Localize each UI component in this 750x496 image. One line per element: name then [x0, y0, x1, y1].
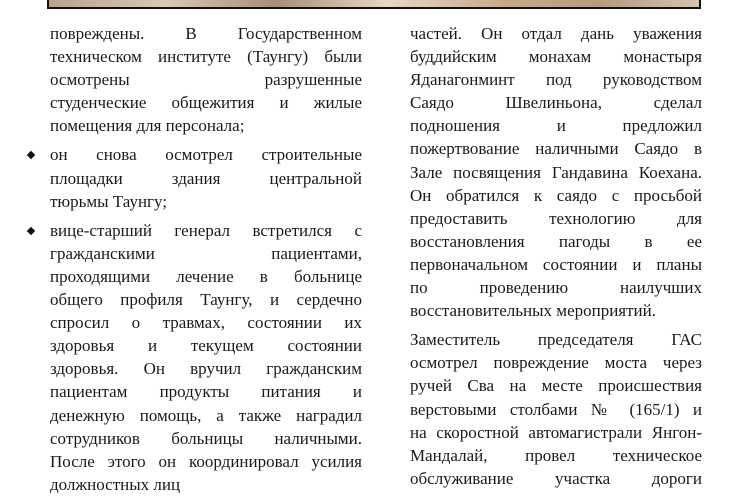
text-line: площадки здания центральной: [50, 168, 362, 188]
text-line: Он обратился к саядо с просьбой: [410, 185, 702, 205]
text-line: пожертвование наличными Саядо в: [410, 139, 702, 159]
text-line: Мандалай, провел техническое: [410, 445, 702, 465]
text-line: верстовыми столбами № (165/1) и: [410, 399, 702, 419]
text-line: обслуживание участка дороги: [410, 468, 702, 488]
bullet-item-prison: [28, 143, 362, 212]
text-line: подношения и предложил: [410, 116, 702, 136]
text-line: восстановления пагоды в ее: [410, 231, 702, 251]
paragraph-monastery: [410, 22, 702, 322]
text-line: техническом институте (Таунгу) были: [50, 47, 362, 67]
text-line: вице-старший генерал встретился с: [50, 220, 362, 240]
text-line: Саядо Швелиньона, сделал: [410, 93, 702, 113]
text-line: ручей Сва на месте происшествия: [410, 376, 702, 396]
text-line: помещения для персонала;: [50, 116, 245, 136]
paragraph-bridge: [410, 328, 702, 490]
diamond-bullet-icon: [27, 227, 35, 235]
text-line: восстановительных мероприятий.: [410, 301, 657, 321]
intro-paragraph: [50, 22, 362, 137]
text-line: буддийским монахам монастыря: [410, 47, 702, 67]
text-line: на скоростной автомагистрали Янгон-: [410, 422, 702, 442]
top-photo-edge: [47, 0, 701, 9]
text-line: по проведению наилучших: [410, 278, 702, 298]
text-line: здоровья. Он вручил гражданским: [50, 359, 362, 379]
left-column: [50, 22, 362, 496]
text-line: он снова осмотрел строительные: [50, 145, 362, 165]
text-line: осмотрены разрушенные: [50, 70, 362, 90]
text-line: студенческие общежития и жилые: [50, 93, 362, 113]
diamond-bullet-icon: [27, 151, 35, 159]
text-line: первоначальном состоянии и планы: [410, 254, 702, 274]
text-line: тюрьмы Таунгу;: [50, 191, 168, 211]
text-line: Заместитель председателя ГАС: [410, 330, 702, 350]
text-line: Яданагонминт под руководством: [410, 70, 702, 90]
text-line: повреждены. В Государственном: [50, 24, 362, 43]
text-line: После этого он координировал усилия: [50, 451, 362, 471]
text-line: должностных лиц: [50, 474, 181, 494]
text-line: гражданскими пациентами,: [50, 243, 362, 263]
text-line: осмотрел повреждение моста через: [410, 353, 702, 373]
text-line: проходящими лечение в больнице: [50, 266, 362, 286]
text-line: Зале посвящения Гандавина Коехана.: [410, 162, 702, 182]
text-line: предоставить технологию для: [410, 208, 702, 228]
text-line: сотрудников больницы наличными.: [50, 428, 362, 448]
text-line: спросил о травмах, состоянии их: [50, 313, 362, 333]
right-column: [410, 22, 702, 490]
text-line: частей. Он отдал дань уважения: [410, 24, 702, 43]
text-line: денежную помощь, а также наградил: [50, 405, 362, 425]
text-line: общего профиля Таунгу, и сердечно: [50, 290, 362, 310]
text-line: здоровья и текущем состоянии: [50, 336, 362, 356]
bullet-item-hospital: [28, 219, 362, 496]
text-line: пациентам продукты питания и: [50, 382, 362, 402]
